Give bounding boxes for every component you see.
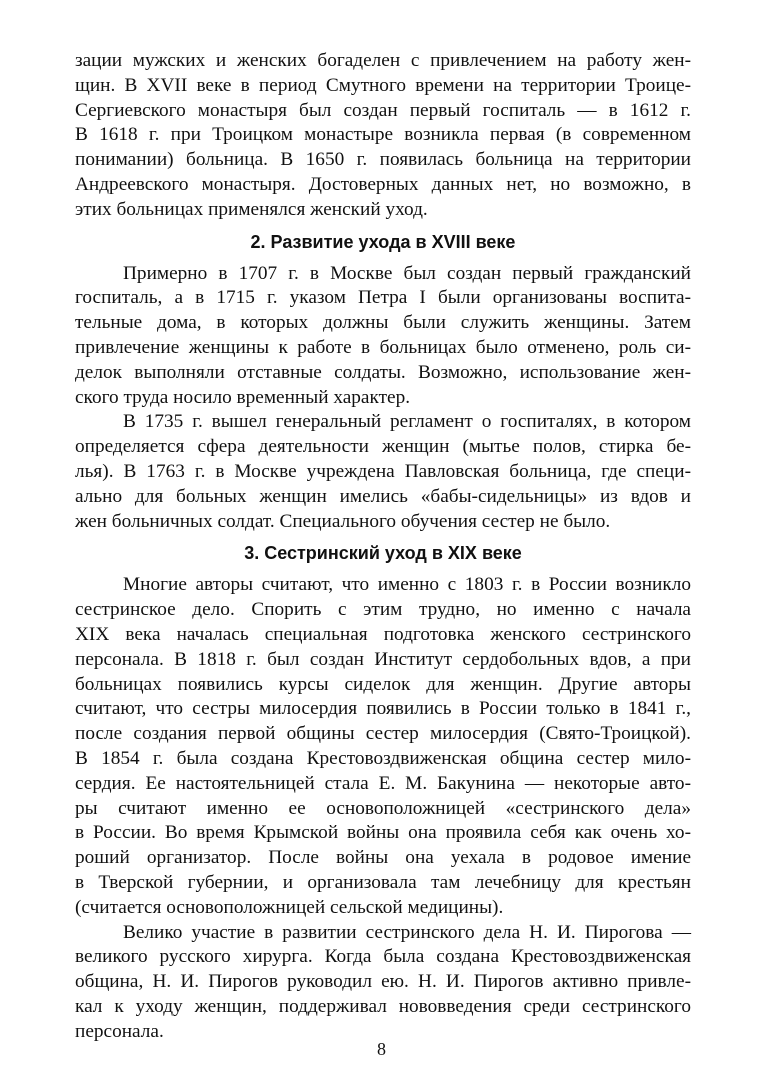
- text-line: понимании) больница. В 1650 г. появилась больница на территории: [75, 149, 691, 171]
- text-line: В 1618 г. при Троицком монастыре возникла первая (в современном: [75, 124, 691, 146]
- text-line: Андреевского монастыря. Достоверных данных нет, но возможно, в: [75, 173, 691, 195]
- text-line: больницах появились курсы сиделок для женщин. Другие авторы: [75, 673, 691, 695]
- document-page: [75, 49, 691, 1044]
- text-line: сердия. Ее настоятельницей стала Е. М. Бакунина — некоторые авто-: [75, 772, 691, 794]
- text-line: Велико участие в развитии сестринского дела Н. И. Пирогова —: [123, 921, 691, 943]
- text-line: община, Н. И. Пирогов руководил ею. Н. И. Пирогов активно привле-: [75, 971, 691, 993]
- text-line: этих больницах применялся женский уход.: [75, 198, 428, 220]
- text-line: щин. В XVII веке в период Смутного времени на территории Троице-: [75, 74, 691, 96]
- text-line: после создания первой общины сестер милосердия (Свято-Троицкой).: [75, 723, 691, 745]
- text-line: В 1854 г. была создана Крестовоздвиженская община сестер мило-: [75, 747, 691, 769]
- text-line: персонала. В 1818 г. был создан Институт сердобольных вдов, а при: [75, 648, 691, 670]
- text-line: В 1735 г. вышел генеральный регламент о госпиталях, в котором: [123, 411, 691, 433]
- paragraph: [75, 410, 691, 534]
- text-line: персонала.: [75, 1020, 164, 1042]
- text-line: жен больничных солдат. Специального обучения сестер не было.: [75, 510, 611, 532]
- text-line: тельные дома, в которых должны были служить женщины. Затем: [75, 312, 691, 334]
- text-line: великого русского хирурга. Когда была создана Крестовоздвиженская: [75, 946, 691, 968]
- text-line: ры считают именно ее основоположницей «сестринского дела»: [75, 797, 691, 819]
- text-line: определяется сфера деятельности женщин (мытье полов, стирка бе-: [75, 436, 691, 458]
- page-number: 8: [377, 1039, 386, 1059]
- text-line: кал к уходу женщин, поддерживал нововведения среди сестринского: [75, 995, 691, 1017]
- text-line: Примерно в 1707 г. в Москве был создан первый гражданский: [123, 262, 691, 284]
- text-line: считают, что сестры милосердия появились в России только в 1841 г.,: [75, 698, 691, 720]
- text-line: XIX века началась специальная подготовка женского сестринского: [75, 623, 691, 645]
- paragraph: [75, 921, 691, 1045]
- paragraph: [75, 49, 691, 223]
- text-line: лья). В 1763 г. в Москве учреждена Павловская больница, где специ-: [75, 460, 691, 482]
- text-line: (считается основоположницей сельской медицины).: [75, 896, 504, 918]
- text-line: ально для больных женщин имелись «бабы-сидельницы» из вдов и: [75, 485, 691, 507]
- text-line: делок выполняли отставные солдаты. Возможно, использование жен-: [75, 361, 691, 383]
- paragraph: [75, 573, 691, 920]
- text-line: привлечение женщины к работе в больницах было отменено, роль си-: [75, 336, 691, 358]
- text-line: Многие авторы считают, что именно с 1803 г. в России возникло: [123, 574, 691, 596]
- text-line: Сергиевского монастыря был создан первый госпиталь — в 1612 г.: [75, 99, 691, 121]
- text-line: госпиталь, а в 1715 г. указом Петра I были организованы воспита-: [75, 287, 691, 309]
- text-line: в Тверской губернии, и организовала там лечебницу для крестьян: [75, 871, 691, 893]
- text-line: зации мужских и женских богаделен с привлечением на работу жен-: [75, 50, 691, 71]
- text-line: роший организатор. После войны она уехала в родовое имение: [75, 847, 691, 869]
- text-line: сестринское дело. Спорить с этим трудно, но именно с начала: [75, 599, 691, 621]
- section-heading: 3. Сестринский уход в XIX веке: [244, 543, 522, 564]
- paragraph: [75, 262, 691, 411]
- section-heading: 2. Развитие ухода в XVIII веке: [250, 231, 516, 252]
- text-line: в России. Во время Крымской войны она проявила себя как очень хо-: [75, 822, 691, 844]
- text-line: ского труда носило временный характер.: [75, 386, 411, 408]
